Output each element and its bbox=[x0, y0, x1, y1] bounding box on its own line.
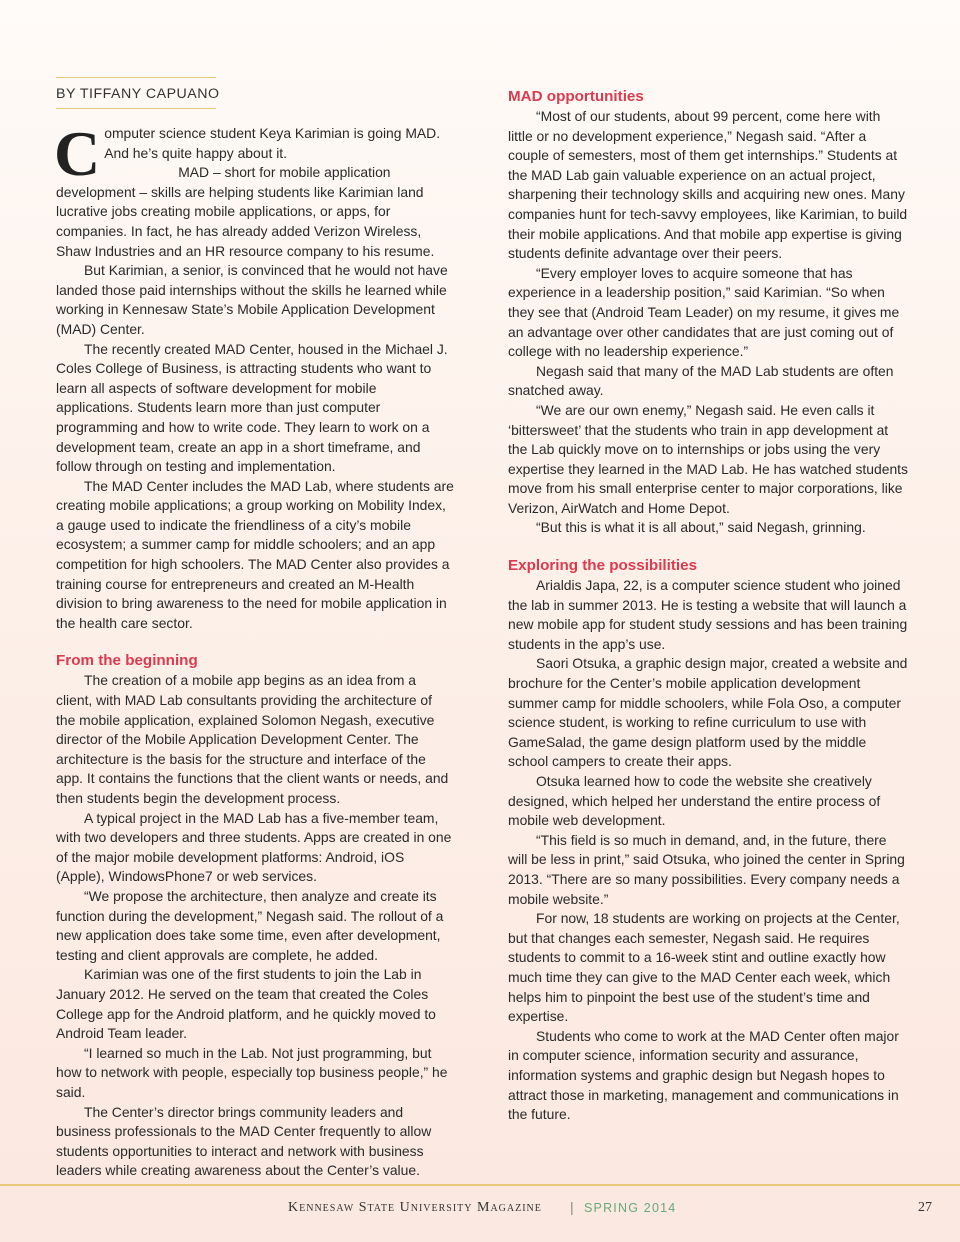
paragraph: Negash said that many of the MAD Lab students are often snatched away. bbox=[508, 362, 894, 399]
paragraph: For now, 18 students are working on projects at the Center, but that changes each semester, Negash said. He requires students to commit to a 16-week stint and outline exactly how much time they can give to the MAD Center each week, which helps him to pinpoint the best use of the student’s time and expertise. bbox=[508, 910, 900, 1025]
paragraph: Students who come to work at the MAD Center often major in computer science, information security and assurance, information systems and graphic design but Negash hopes to attract those in marketing, management and communications in the future. bbox=[508, 1027, 899, 1123]
paragraph: “We are our own enemy,” Negash said. He even calls it ‘bittersweet’ that the students who train in app development at the Lab quickly move on to internships or jobs using the very expertise they learned in the MAD Lab. He has watched students move from his small enterprise center to major corporations, like Verizon, AirWatch and Home Depot. bbox=[508, 401, 908, 516]
intro-line: omputer science student Keya Karimian is going MAD. bbox=[104, 125, 441, 141]
paragraph: “I learned so much in the Lab. Not just programming, but how to network with people, especially top business people,” he said. bbox=[56, 1044, 448, 1100]
paragraph: “We propose the architecture, then analyze and create its function during the development,” Negash said. The rollout of a new application does take some time, even after development, testing and client approvals are complete, he added. bbox=[56, 887, 444, 963]
paragraph: But Karimian, a senior, is convinced that he would not have landed those paid internships without the skills he learned while working in Kennesaw State’s Mobile Application Development (MAD) Center. bbox=[56, 262, 448, 337]
left-column bbox=[54, 118, 454, 1181]
paragraph: MAD – short for mobile application development – skills are helping students like Karimian land lucrative jobs creating mobile applications, or apps, for companies. In fact, he has already added Verizon Wireless, Shaw Industries and an HR resource company to his resume. bbox=[56, 164, 435, 259]
issue-season: SPRING 2014 bbox=[584, 1201, 677, 1215]
paragraph: “This field is so much in demand, and, in the future, there will be less in print,” said Otsuka, who joined the center in Spring 2013. “There are so many possibilities. Every company needs a mobile website.” bbox=[508, 831, 905, 907]
byline: BY TIFFANY CAPUANO bbox=[56, 86, 220, 102]
paragraph: Arialdis Japa, 22, is a computer science student who joined the lab in summer 2013. He is testing a website that will launch a new mobile app for student study sessions and has been training students in the app’s use. bbox=[508, 577, 908, 652]
paragraph: Otsuka learned how to code the website she creatively designed, which helped her understand the entire process of mobile web development. bbox=[508, 773, 881, 829]
magazine-title: Kennesaw State University Magazine bbox=[288, 1200, 542, 1215]
paragraph: The recently created MAD Center, housed in the Michael J. Coles College of Business, is attracting students who want to learn all aspects of software development for mobile applications. Students learn more than just computer programming and how to write code. They learn to work on a development team, create an app in a short timeframe, and follow through on testing and implementation. bbox=[56, 340, 448, 475]
paragraph: “Every employer loves to acquire someone that has experience in a leadership position,” said Karimian. “So when they see that (Android Team Leader) on my resume, it gives me an advantage over other candidates that are just coming out of college with no leadership experience.” bbox=[508, 264, 900, 360]
paragraph: The creation of a mobile app begins as an idea from a client, with MAD Lab consultants providing the architecture of the mobile application, explained Solomon Negash, executive director of the Mobile Application Development Center. The architecture is the basis for the structure and interface of the app. It contains the functions that the client wants or needs, and then students begin the development process. bbox=[56, 672, 449, 806]
footer-separator: | bbox=[570, 1199, 574, 1215]
page-number: 27 bbox=[918, 1200, 932, 1215]
section-heading: From the beginning bbox=[56, 652, 198, 670]
right-column bbox=[508, 87, 908, 1125]
paragraph: Karimian was one of the first students to join the Lab in January 2012. He served on the team that created the Coles College app for the Android platform, and he quickly moved to Android Team leader. bbox=[56, 966, 436, 1042]
intro-paragraph bbox=[54, 118, 454, 189]
section-heading: Exploring the possibilities bbox=[508, 557, 698, 575]
section-heading: MAD opportunities bbox=[508, 88, 644, 105]
paragraph: A typical project in the MAD Lab has a five-member team, with two developers and three students. Apps are created in one of the major mobile development platforms: Android, iOS (Apple), WindowsPhone7 or web services. bbox=[56, 809, 452, 885]
byline-top-rule bbox=[56, 77, 216, 78]
intro-line: And he’s quite happy about it. bbox=[104, 144, 287, 161]
paragraph: “But this is what it is all about,” said Negash, grinning. bbox=[536, 519, 866, 536]
paragraph: Saori Otsuka, a graphic design major, created a website and brochure for the Center’s mobile application development summer camp for middle schoolers, while Fola Oso, a computer science student, is working to refine curriculum to use with GameSalad, the game design platform used by the middle school campers to create their apps. bbox=[508, 655, 908, 770]
paragraph: “Most of our students, about 99 percent, come here with little or no development experience,” Negash said. “After a couple of semesters, most of them get internships.” Students at the MAD Lab gain valuable experience on an actual project, sharpening their technology skills and acquiring new ones. Many companies hunt for tech-savvy employees, like Karimian, to build their mobile applications. And that mobile app expertise is giving students definite advantage over their peers. bbox=[508, 108, 908, 262]
byline-bottom-rule bbox=[56, 108, 216, 109]
paragraph: The Center’s director brings community leaders and business professionals to the MAD Center frequently to allow students opportunities to interact and network with business leaders while creating awareness about the Center’s value. bbox=[56, 1103, 432, 1179]
footer-rule bbox=[0, 1184, 960, 1186]
drop-cap: C bbox=[54, 118, 101, 189]
paragraph: The MAD Center includes the MAD Lab, where students are creating mobile applications; a group working on Mobility Index, a gauge used to indicate the friendliness of a city’s mobile ecosystem; a summer camp for middle schoolers; and an app competition for high schoolers. The MAD Center also provides a training course for entrepreneurs and created an M-Health division to bring awareness to the need for mobile application in the health care sector. bbox=[56, 477, 454, 631]
